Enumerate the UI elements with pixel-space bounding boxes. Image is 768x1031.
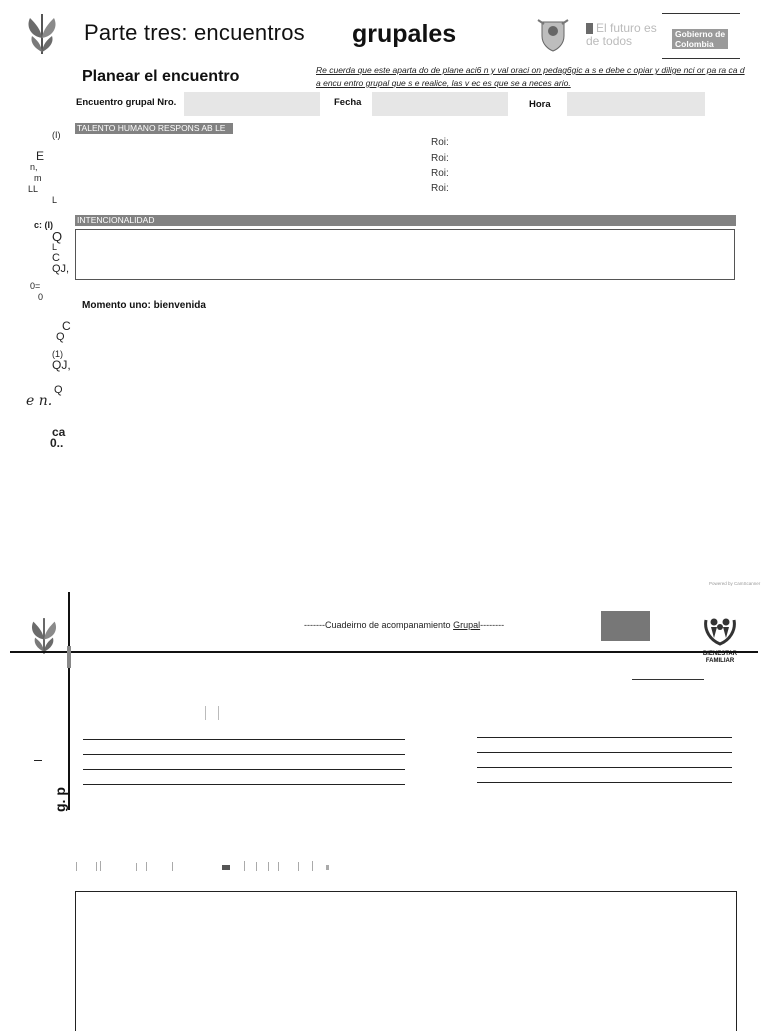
talent-header: TALENTO HUMANO RESPONS AB LE	[75, 123, 233, 134]
margin-fragment: m	[34, 173, 42, 183]
divider	[662, 13, 740, 14]
rotated-margin-text: g. p	[52, 787, 68, 812]
family-icon	[700, 612, 740, 646]
time-label: Hora	[529, 99, 551, 110]
coat-of-arms-icon	[536, 16, 570, 52]
form-line[interactable]	[477, 767, 732, 768]
group-number-label: Encuentro grupal Nro.	[76, 97, 177, 108]
leaf-logo-icon	[24, 8, 60, 58]
form-line[interactable]	[477, 752, 732, 753]
logo-caption: BIENESTAR FAMILIAR	[702, 651, 738, 664]
margin-fragment: Q	[52, 229, 63, 244]
time-field[interactable]	[567, 92, 705, 116]
powered-by: Powered by CamScanner	[709, 581, 761, 586]
bienestar-familiar-logo	[700, 612, 740, 664]
margin-fragment: n,	[30, 162, 38, 172]
margin-fragment: e n.	[26, 393, 53, 409]
group-number-field[interactable]	[184, 92, 320, 116]
margin-fragment: QJ,	[52, 358, 71, 372]
signature-line	[632, 679, 704, 680]
form-line[interactable]	[83, 784, 405, 785]
margin-fragment: Q	[54, 384, 63, 396]
logo-placeholder	[601, 611, 650, 641]
margin-fragment: (I)	[52, 130, 61, 140]
faint-marks	[76, 859, 376, 873]
mark	[205, 706, 206, 720]
role-field[interactable]: Roi:	[431, 153, 449, 164]
margin-fragment: Q	[56, 331, 65, 343]
section-title: Planear el encuentro	[82, 68, 240, 85]
vertical-rule	[68, 592, 70, 810]
margin-fragment: 0=	[30, 281, 41, 291]
form-line[interactable]	[477, 782, 732, 783]
margin-fragment: ca	[52, 425, 66, 439]
page-title-part1: Parte tres: encuentros	[84, 20, 305, 45]
notebook-header-underlined: Grupal	[453, 620, 481, 630]
gobierno-logo: Gobierno de Colombia	[672, 29, 728, 49]
margin-fragment: LL	[28, 184, 39, 194]
form-line[interactable]	[477, 737, 732, 738]
notes-box[interactable]	[75, 891, 737, 1031]
margin-fragment: 0	[38, 292, 44, 302]
margin-fragment: L	[52, 242, 58, 252]
rule-joint	[67, 646, 71, 668]
form-line[interactable]	[83, 739, 405, 740]
margin-dash	[34, 760, 42, 761]
margin-fragment: E	[36, 149, 45, 163]
faint-text-row	[76, 859, 376, 875]
form-line[interactable]	[83, 754, 405, 755]
moment-one-heading: Momento uno: bienvenida	[82, 300, 206, 311]
divider	[662, 58, 740, 59]
notebook-header-text: -------Cuadeirno de acompanamiento	[304, 620, 451, 630]
side-margin-text	[26, 130, 74, 449]
role-field[interactable]: Roi:	[431, 168, 449, 179]
mark	[218, 706, 219, 720]
margin-fragment: QJ,	[52, 263, 70, 275]
slogan-text: El futuro es de todos	[586, 21, 657, 48]
notebook-header-end: --------	[480, 620, 505, 630]
margin-fragment: c: (I)	[34, 220, 53, 230]
horizontal-rule	[10, 651, 758, 653]
date-label: Fecha	[334, 97, 362, 108]
slogan	[586, 22, 658, 48]
page-title-part2: grupales	[352, 20, 457, 48]
margin-fragment: C	[62, 319, 71, 333]
notebook-header	[304, 620, 504, 630]
role-field[interactable]: Roi:	[431, 183, 449, 194]
margin-fragment: (1)	[52, 349, 63, 359]
instruction-note: Re cuerda que este aparta do de plane aci6 n y val oraci on pedag6gic a s e debe c opiar y dilige nci or pa ra ca d a encu entro grupal que s e realice, las v ec es que se a neces ario.	[316, 65, 745, 88]
margin-fragment: C	[52, 252, 60, 264]
margin-fragment: L	[52, 195, 58, 205]
role-field[interactable]: Roi:	[431, 137, 449, 148]
intent-textbox[interactable]	[75, 229, 735, 280]
margin-fragment: 0..	[50, 436, 64, 450]
intent-header: INTENCIONALIDAD	[75, 215, 736, 226]
form-line[interactable]	[83, 769, 405, 770]
date-field[interactable]	[372, 92, 508, 116]
